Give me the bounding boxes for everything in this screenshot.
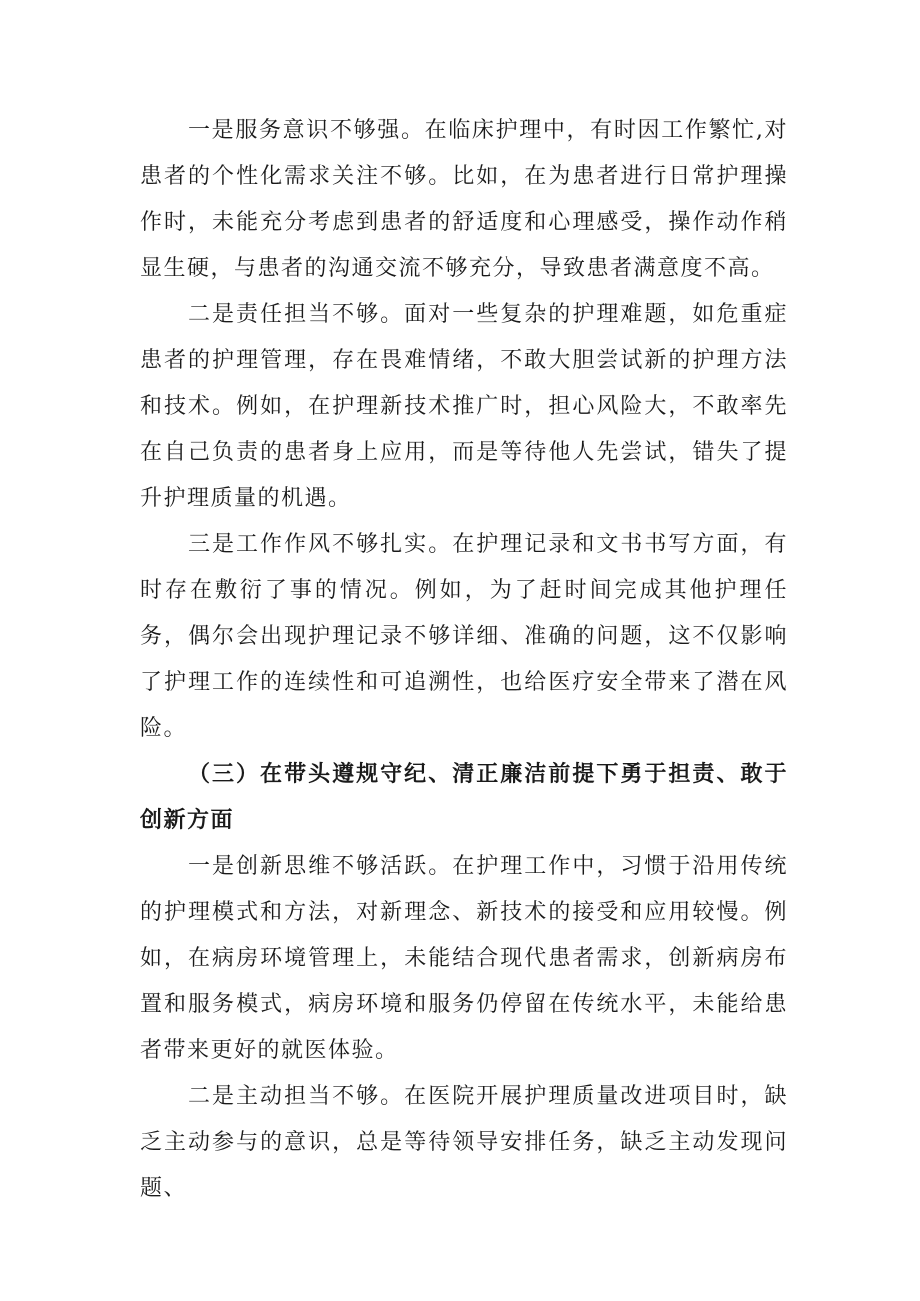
paragraph-service-awareness: 一是服务意识不够强。在临床护理中，有时因工作繁忙,对患者的个性化需求关注不够。比如，在为患者进行日常护理操作时，未能充分考虑到患者的舒适度和心理感受，操作动作稍显生硬，与患者的沟通交流不够充分，导致患者满意度不高。 bbox=[140, 118, 788, 281]
document-body bbox=[140, 108, 788, 1212]
paragraph-initiative: 二是主动担当不够。在医院开展护理质量改进项目时，缺乏主动参与的意识，总是等待领导安排任务，缺乏主动发现问题、 bbox=[140, 1084, 788, 1201]
section-heading: （三）在带头遵规守纪、清正廉洁前提下勇于担责、敢于创新方面 bbox=[140, 762, 788, 833]
paragraph-innovation: 一是创新思维不够活跃。在护理工作中，习惯于沿用传统的护理模式和方法，对新理念、新技术的接受和应用较慢。例如，在病房环境管理上，未能结合现代患者需求，创新病房布置和服务模式，病房环境和服务仍停留在传统水平，未能给患者带来更好的就医体验。 bbox=[140, 854, 788, 1063]
paragraph-responsibility: 二是责任担当不够。面对一些复杂的护理难题，如危重症患者的护理管理，存在畏难情绪，不敢大胆尝试新的护理方法和技术。例如，在护理新技术推广时，担心风险大，不敢率先在自己负责的患者身上应用，而是等待他人先尝试，错失了提升护理质量的机遇。 bbox=[140, 302, 788, 511]
paragraph-work-style: 三是工作作风不够扎实。在护理记录和文书书写方面，有时存在敷衍了事的情况。例如，为了赶时间完成其他护理任务，偶尔会出现护理记录不够详细、准确的问题，这不仅影响了护理工作的连续性和可追溯性，也给医疗安全带来了潜在风险。 bbox=[140, 532, 788, 741]
